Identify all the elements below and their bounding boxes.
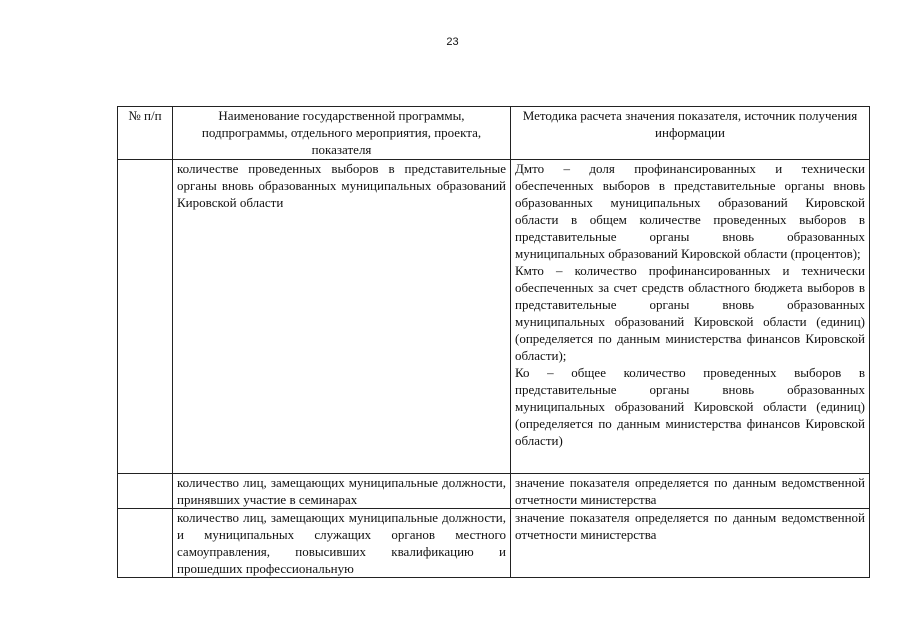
table-row — [118, 160, 870, 474]
cell-num — [118, 509, 173, 578]
cell-num — [118, 474, 173, 509]
table-row — [118, 509, 870, 578]
header-num: № п/п — [118, 107, 173, 160]
cell-method: Дмто – доля профинансированных и технически обеспеченных выборов в представительные органы вновь образованных муниципальных образований Кировской области в общем количестве проведенных выборов в представительные органы вновь образованных муниципальных образований Кировской области (процентов); Кмто – количество профинансированных и технически обеспеченных за счет средств областного бюджета выборов в представительные органы вновь образованных муниципальных образований Кировской области (единиц) (определяется по данным министерства финансов Кировской области); Ко – общее количество проведенных выборов в представительные органы вновь образованных муниципальных образований Кировской области (единиц) (определяется по данным министерства финансов Кировской области) — [511, 160, 870, 474]
cell-name-text: количество лиц, замещающих муниципальные должности, и муниципальных служащих органов местного самоуправления, повысивших квалификацию и прошедших профессиональную — [177, 510, 506, 576]
indicator-table — [117, 106, 870, 578]
header-name: Наименование государственной программы, подпрограммы, отдельного мероприятия, проекта, показателя — [173, 107, 511, 160]
cell-name — [173, 509, 511, 578]
table-row — [118, 474, 870, 509]
page-number: 23 — [446, 36, 459, 48]
header-method: Методика расчета значения показателя, источник получения информации — [511, 107, 870, 160]
table-header-row — [118, 107, 870, 160]
cell-method: значение показателя определяется по данным ведомственной отчетности министерства — [511, 509, 870, 578]
cell-name: количестве проведенных выборов в представительные органы вновь образованных муниципальных образований Кировской области — [173, 160, 511, 474]
cell-name: количество лиц, замещающих муниципальные должности, принявших участие в семинарах — [173, 474, 511, 509]
cell-method: значение показателя определяется по данным ведомственной отчетности министерства — [511, 474, 870, 509]
cell-num — [118, 160, 173, 474]
